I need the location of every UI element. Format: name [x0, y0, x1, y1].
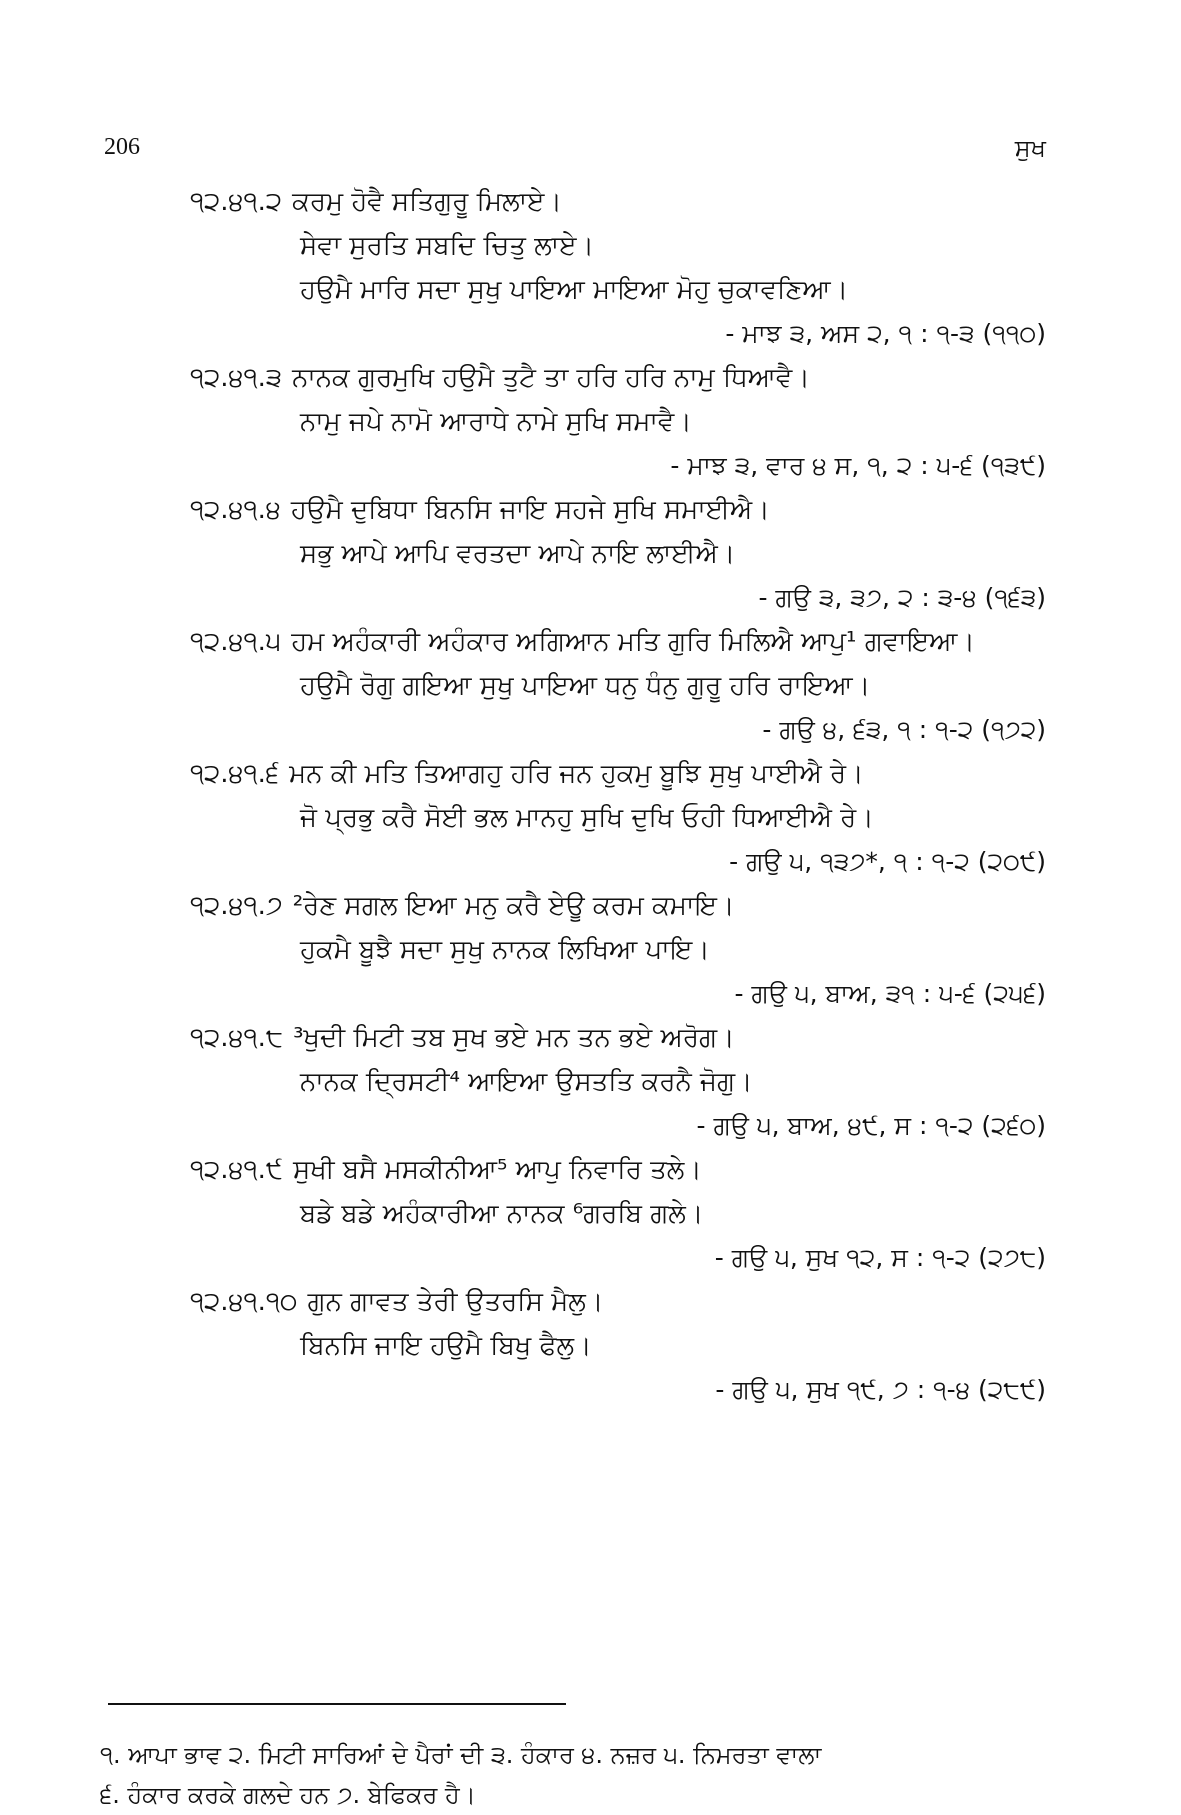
entry [0, 1280, 1181, 1412]
footnote-line: ੬. ਹੰਕਾਰ ਕਰਕੇ ਗਲਦੇ ਹਨ ੭. ਬੇਫਿਕਰ ਹੈ। [100, 1781, 476, 1809]
entry-first-line [0, 620, 1181, 664]
verse-line: ਬਿਨਸਿ ਜਾਇ ਹਉਮੈ ਬਿਖੁ ਫੈਲੁ। [300, 1331, 592, 1361]
entry [0, 1412, 1181, 1632]
entry-number: ੧੨.੪੧.੬ [190, 759, 280, 789]
entry-first-line [0, 1016, 1181, 1060]
entry-number: ੧੨.੪੧.੧੦ [190, 1287, 298, 1317]
entry-number: ੧੨.੪੧.੫ [190, 627, 282, 657]
entry [0, 488, 1181, 620]
verse-line: ਹਮ ਅਹੰਕਾਰੀ ਅਹੰਕਾਰ ਅਗਿਆਨ ਮਤਿ ਗੁਰਿ ਮਿਲਿਐ ਆਪੁ¹ ਗਵਾਇਆ। [291, 627, 975, 657]
entry-first-line [0, 1280, 1181, 1324]
entry-number: ੧੨.੪੧.੪ [190, 495, 281, 525]
entry [0, 356, 1181, 488]
verse-line: ਨਾਨਕ ਗੁਰਮੁਖਿ ਹਉਮੈ ਤੁਟੈ ਤਾ ਹਰਿ ਹਰਿ ਨਾਮੁ ਧਿਆਵੈ। [292, 363, 810, 393]
footnote-line: ੧. ਆਪਾ ਭਾਵ ੨. ਮਿਟੀ ਸਾਰਿਆਂ ਦੇ ਪੈਰਾਂ ਦੀ ੩. ਹੰਕਾਰ ੪. ਨਜ਼ਰ ੫. ਨਿਮਰਤਾ ਵਾਲਾ [100, 1741, 822, 1769]
verse-line: ਹਉਮੈ ਦੁਬਿਧਾ ਬਿਨਸਿ ਜਾਇ ਸਹਜੇ ਸੁਖਿ ਸਮਾਈਐ। [290, 495, 770, 525]
footnote-divider [108, 1703, 566, 1705]
verse-line: ਕਰਮੁ ਹੋਵੈ ਸਤਿਗੁਰੂ ਮਿਲਾਏ। [292, 187, 562, 217]
verse-line: ਮਨ ਕੀ ਮਤਿ ਤਿਆਗਹੁ ਹਰਿ ਜਨ ਹੁਕਮੁ ਬੂਝਿ ਸੁਖੁ ਪਾਈਐ ਰੇ। [289, 759, 864, 789]
entry-first-line [0, 884, 1181, 928]
verse-line: ³ਖੁਦੀ ਮਿਟੀ ਤਬ ਸੁਖ ਭਏ ਮਨ ਤਨ ਭਏ ਅਰੋਗ। [293, 1023, 735, 1053]
entry-number: ੧੨.੪੧.੩ [190, 363, 283, 393]
entry-first-line [0, 488, 1181, 532]
scripture-reference: - ਗਉ ੪, ੬੩, ੧ : ੧-੨ (੧੭੨) [762, 715, 1046, 744]
entry-number: ੧੨.੪੧.੮ [190, 1023, 284, 1053]
running-head: ਸੁਖ [1014, 134, 1046, 162]
entry-number: ੧੨.੪੧.੯ [190, 1155, 283, 1185]
verse-line: ਸੁਖੀ ਬਸੈ ਮਸਕੀਨੀਆ⁵ ਆਪੁ ਨਿਵਾਰਿ ਤਲੇ। [292, 1155, 702, 1185]
entry [0, 1148, 1181, 1280]
verse-line: ਹਉਮੈ ਮਾਰਿ ਸਦਾ ਸੁਖੁ ਪਾਇਆ ਮਾਇਆ ਮੋਹੁ ਚੁਕਾਵਣਿਆ। [300, 275, 849, 305]
verse-line [0, 1500, 1181, 1544]
entry-first-line [0, 1148, 1181, 1192]
scripture-reference: - ਗਉ ੫, ਸੁਖ ੧੯, ੭ : ੧-੪ (੨੮੯) [715, 1375, 1046, 1404]
entry-first-line [0, 180, 1181, 224]
entry-number: ੧੨.੪੧.੨ [190, 187, 283, 217]
entry-first-line [0, 1412, 1181, 1456]
verse-line: ਗੁਨ ਗਾਵਤ ਤੇਰੀ ਉਤਰਸਿ ਮੈਲੁ। [307, 1287, 604, 1317]
entry [0, 1016, 1181, 1148]
scripture-reference: - ਗਉ ੫, ਬਾਅ, ੪੯, ਸ : ੧-੨ (੨੬੦) [696, 1111, 1046, 1140]
verse-line: ਬਡੇ ਬਡੇ ਅਹੰਕਾਰੀਆ ਨਾਨਕ ⁶ਗਰਬਿ ਗਲੇ। [300, 1199, 704, 1229]
verse-line [0, 1544, 1181, 1588]
scripture-reference: - ਗਉ ੫, ਬਾਅ, ੩੧ : ੫-੬ (੨੫੬) [734, 979, 1046, 1008]
verse-line: ਸਭੁ ਆਪੇ ਆਪਿ ਵਰਤਦਾ ਆਪੇ ਨਾਇ ਲਾਈਐ। [300, 539, 736, 569]
entry-number: ੧੨.੪੧.੭ [190, 891, 283, 921]
scripture-reference: - ਗਉ ੩, ੩੭, ੨ : ੩-੪ (੧੬੩) [758, 583, 1046, 612]
scripture-reference: - ਗਉ ੫, ਸੁਖ ੧੨, ਸ : ੧-੨ (੨੭੮) [714, 1243, 1046, 1272]
verse-line: ਨਾਨਕ ਦ੍ਰਿਸਟੀ⁴ ਆਇਆ ਉਸਤਤਿ ਕਰਨੈ ਜੋਗੁ। [300, 1067, 753, 1097]
verse-line: ਹਉਮੈ ਰੋਗੁ ਗਇਆ ਸੁਖੁ ਪਾਇਆ ਧਨੁ ਧੰਨੁ ਗੁਰੂ ਹਰਿ ਰਾਇਆ। [300, 671, 871, 701]
quotation-list [0, 180, 1181, 1632]
verse-line [0, 1456, 1181, 1500]
verse-line: ਸੇਵਾ ਸੁਰਤਿ ਸਬਦਿ ਚਿਤੁ ਲਾਏ। [300, 231, 595, 261]
scripture-reference: - ਗਉ ੫, ੧੩੭*, ੧ : ੧-੨ (੨੦੯) [729, 847, 1046, 876]
entry [0, 620, 1181, 752]
verse-line: ²ਰੇਣ ਸਗਲ ਇਆ ਮਨੁ ਕਰੈ ਏਊ ਕਰਮ ਕਮਾਇ। [292, 891, 735, 921]
scripture-reference: - ਮਾਝ ੩, ਅਸ ੨, ੧ : ੧-੩ (੧੧੦) [725, 319, 1046, 348]
page-number: 206 [104, 134, 140, 160]
entry [0, 752, 1181, 884]
scripture-reference: - ਮਾਝ ੩, ਵਾਰ ੪ ਸ, ੧, ੨ : ੫-੬ (੧੩੯) [670, 451, 1046, 480]
entry-first-line [0, 356, 1181, 400]
entry [0, 180, 1181, 356]
verse-line: ਜੋ ਪ੍ਰਭੁ ਕਰੈ ਸੋਈ ਭਲ ਮਾਨਹੁ ਸੁਖਿ ਦੁਖਿ ਓਹੀ ਧਿਆਈਐ ਰੇ। [300, 803, 874, 833]
scripture-reference [0, 1588, 1181, 1632]
footnotes [100, 1735, 1045, 1815]
verse-line: ਹੁਕਮੈ ਬੂਝੈ ਸਦਾ ਸੁਖੁ ਨਾਨਕ ਲਿਖਿਆ ਪਾਇ। [300, 935, 710, 965]
entry-first-line [0, 752, 1181, 796]
verse-line: ਨਾਮੁ ਜਪੇ ਨਾਮੋ ਆਰਾਧੇ ਨਾਮੇ ਸੁਖਿ ਸਮਾਵੈ। [300, 407, 692, 437]
entry [0, 884, 1181, 1016]
